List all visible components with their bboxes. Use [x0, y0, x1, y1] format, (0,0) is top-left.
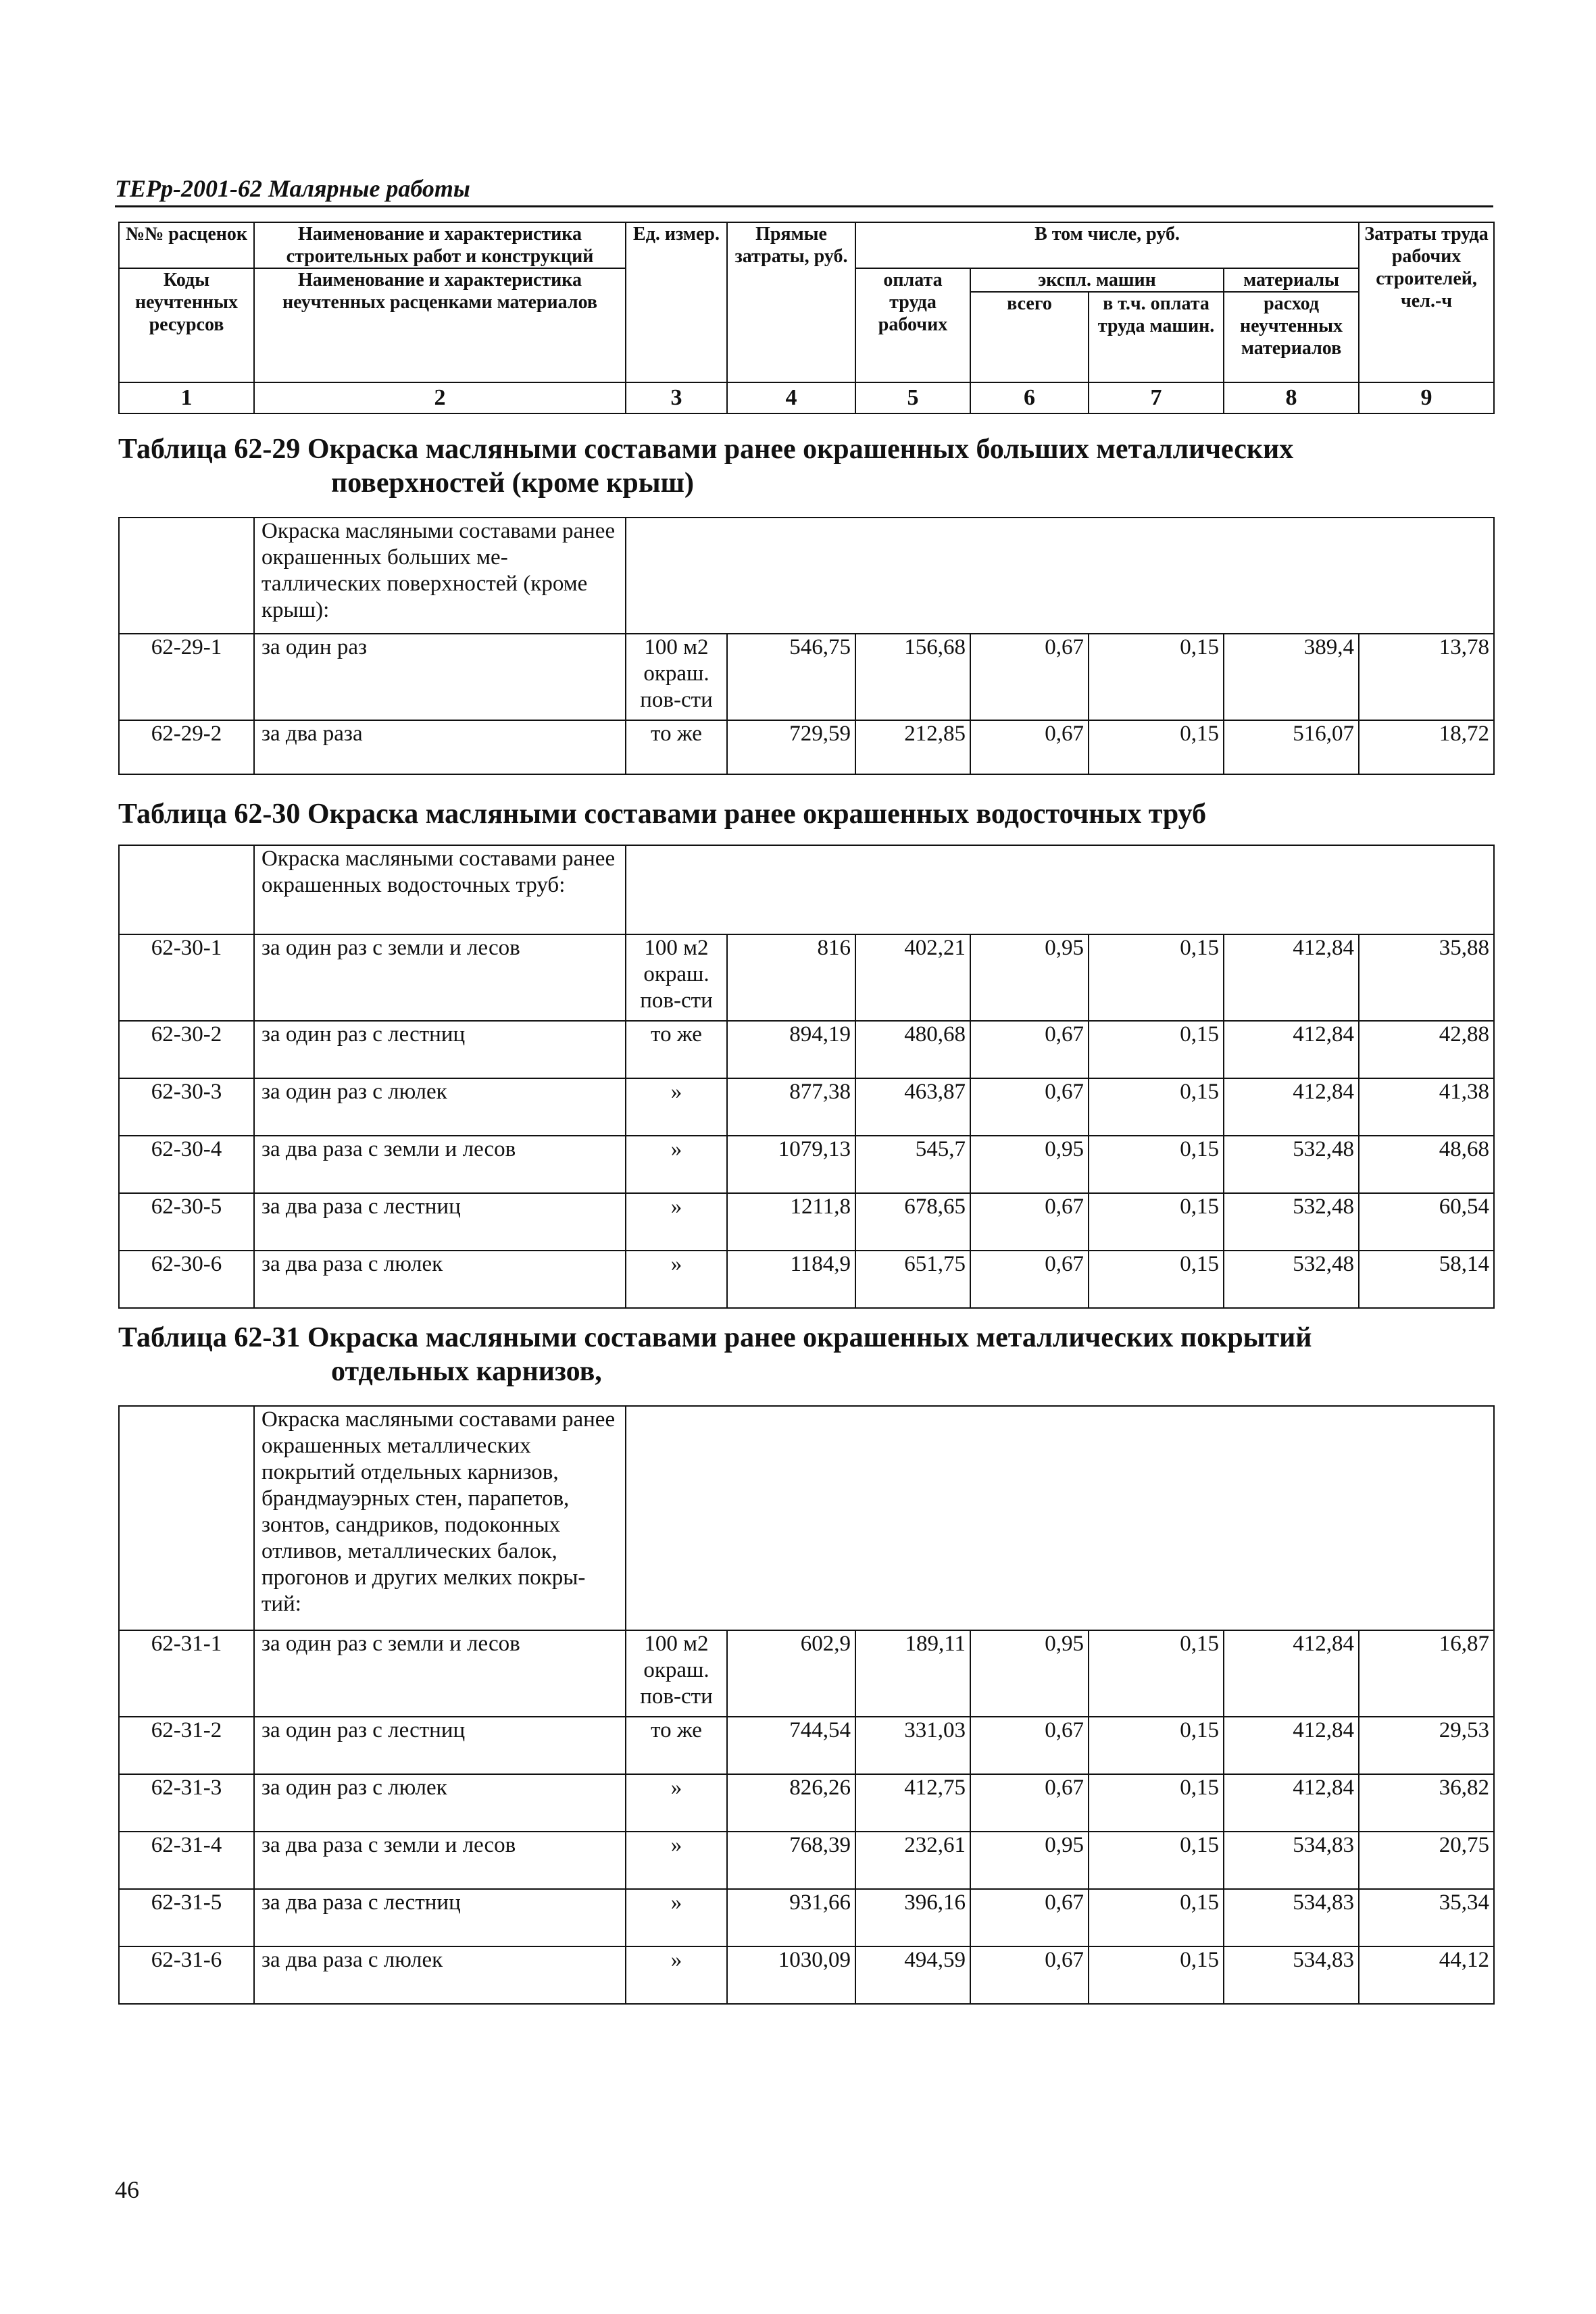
machines-cost: 0,95: [970, 1630, 1089, 1717]
col-number: 7: [1089, 382, 1224, 413]
unit: то же: [626, 1021, 727, 1078]
table-row: [119, 1078, 1494, 1136]
direct-cost: 768,39: [727, 1832, 855, 1889]
unit: »: [626, 1251, 727, 1308]
group-intro: Окраска масляными составами ранее окрашенных водосточных труб:: [254, 845, 626, 934]
rate-code: 62-30-4: [119, 1136, 254, 1193]
direct-cost: 1079,13: [727, 1136, 855, 1193]
table-row: [119, 634, 1494, 720]
col-machines-total: всего: [970, 292, 1089, 382]
col-2-bottom: Наименование и характеристика неучтенных расценками материалов: [254, 268, 626, 382]
direct-cost: 816: [727, 934, 855, 1021]
unit: 100 м2 окраш. пов-сти: [626, 934, 727, 1021]
machines-labor: 0,15: [1089, 1630, 1224, 1717]
machines-labor: 0,15: [1089, 720, 1224, 774]
labor-cost: 212,85: [855, 720, 970, 774]
table-title-line: Таблица 62-30 Окраска масляными составами ранее окрашенных водосточных труб: [118, 799, 1207, 830]
col-number: 8: [1224, 382, 1359, 413]
rate-code: 62-31-6: [119, 1946, 254, 2004]
col-number: 4: [727, 382, 855, 413]
unit: »: [626, 1946, 727, 2004]
materials-cost: 534,83: [1224, 1946, 1359, 2004]
machines-labor: 0,15: [1089, 634, 1224, 720]
rate-code: 62-29-1: [119, 634, 254, 720]
machines-cost: 0,95: [970, 1832, 1089, 1889]
machines-labor: 0,15: [1089, 1889, 1224, 1946]
materials-cost: 412,84: [1224, 1774, 1359, 1832]
work-name: за один раз с лестниц: [254, 1021, 626, 1078]
table-row: [119, 720, 1494, 774]
work-name: за один раз: [254, 634, 626, 720]
col-number: 1: [119, 382, 254, 413]
table-row: [119, 1832, 1494, 1889]
rates-table-62-31: [118, 1405, 1495, 2005]
direct-cost: 1030,09: [727, 1946, 855, 2004]
direct-cost: 931,66: [727, 1889, 855, 1946]
table-row: [119, 934, 1494, 1021]
labor-hours: 36,82: [1359, 1774, 1494, 1832]
labor-cost: 494,59: [855, 1946, 970, 2004]
labor-hours: 60,54: [1359, 1193, 1494, 1251]
labor-cost: 331,03: [855, 1717, 970, 1774]
work-name: за один раз с земли и лесов: [254, 1630, 626, 1717]
group-intro: Окраска масляными составами ранее окрашенных металлических покрытий отдельных карнизов, брандмауэрных стен, парапетов, зонтов, сандриков, подоконных отливов, металлических балок, прогонов и других мелких покры-тий:: [254, 1406, 626, 1630]
table-row: [119, 1630, 1494, 1717]
labor-hours: 16,87: [1359, 1630, 1494, 1717]
rate-code: 62-30-2: [119, 1021, 254, 1078]
table-title: [118, 797, 1206, 831]
group-intro: Окраска масляными составами ранее окрашенных больших ме-таллических поверхностей (кроме крыш):: [254, 518, 626, 634]
col-3: Ед. измер.: [626, 222, 727, 382]
col-9: Затраты труда рабочих строителей, чел.-ч: [1359, 222, 1494, 382]
machines-cost: 0,67: [970, 634, 1089, 720]
labor-cost: 651,75: [855, 1251, 970, 1308]
machines-labor: 0,15: [1089, 1193, 1224, 1251]
col-machines: экспл. машин: [970, 268, 1224, 292]
col-machines-labor: в т.ч. оплата труда машин.: [1089, 292, 1224, 382]
machines-labor: 0,15: [1089, 1136, 1224, 1193]
rate-code: 62-31-5: [119, 1889, 254, 1946]
labor-cost: 480,68: [855, 1021, 970, 1078]
table-title-line: Таблица 62-31 Окраска масляными составами ранее окрашенных металлических покрытий: [118, 1322, 1312, 1353]
col-1-bottom: Коды неучтенных ресурсов: [119, 268, 254, 382]
machines-cost: 0,67: [970, 1946, 1089, 2004]
labor-cost: 396,16: [855, 1889, 970, 1946]
rate-code: 62-31-4: [119, 1832, 254, 1889]
table-row: [119, 1774, 1494, 1832]
col-materials: материалы: [1224, 268, 1359, 292]
table-title-line: отдельных карнизов,: [331, 1356, 602, 1388]
table-title: [118, 1321, 1312, 1389]
direct-cost: 1211,8: [727, 1193, 855, 1251]
work-name: за два раза с лестниц: [254, 1889, 626, 1946]
unit: »: [626, 1774, 727, 1832]
col-number: 3: [626, 382, 727, 413]
materials-cost: 534,83: [1224, 1889, 1359, 1946]
col-4: Прямые затраты, руб.: [727, 222, 855, 382]
rate-code: 62-31-3: [119, 1774, 254, 1832]
rate-code: 62-31-2: [119, 1717, 254, 1774]
rate-code: 62-31-1: [119, 1630, 254, 1717]
machines-cost: 0,67: [970, 1193, 1089, 1251]
work-name: за два раза с люлек: [254, 1946, 626, 2004]
col-number: 9: [1359, 382, 1494, 413]
unit: то же: [626, 1717, 727, 1774]
labor-hours: 29,53: [1359, 1717, 1494, 1774]
work-name: за один раз с земли и лесов: [254, 934, 626, 1021]
col-labor-pay: оплата труда рабочих: [855, 268, 970, 382]
machines-labor: 0,15: [1089, 1251, 1224, 1308]
direct-cost: 826,26: [727, 1774, 855, 1832]
unit: »: [626, 1193, 727, 1251]
running-header: ТЕРр-2001-62 Малярные работы: [115, 174, 1493, 207]
col-group-incl: В том числе, руб.: [855, 222, 1359, 268]
machines-cost: 0,67: [970, 1251, 1089, 1308]
labor-cost: 189,11: [855, 1630, 970, 1717]
unit: 100 м2 окраш. пов-сти: [626, 1630, 727, 1717]
direct-cost: 546,75: [727, 634, 855, 720]
work-name: за два раза с земли и лесов: [254, 1136, 626, 1193]
col-number: 6: [970, 382, 1089, 413]
rates-table-62-30: [118, 845, 1495, 1309]
page-number: 46: [115, 2176, 139, 2203]
work-name: за два раза с лестниц: [254, 1193, 626, 1251]
work-name: за один раз с люлек: [254, 1078, 626, 1136]
col-number: 5: [855, 382, 970, 413]
labor-hours: 44,12: [1359, 1946, 1494, 2004]
direct-cost: 602,9: [727, 1630, 855, 1717]
materials-cost: 532,48: [1224, 1136, 1359, 1193]
materials-cost: 516,07: [1224, 720, 1359, 774]
machines-labor: 0,15: [1089, 1021, 1224, 1078]
labor-hours: 42,88: [1359, 1021, 1494, 1078]
work-name: за один раз с люлек: [254, 1774, 626, 1832]
machines-cost: 0,67: [970, 1717, 1089, 1774]
labor-hours: 20,75: [1359, 1832, 1494, 1889]
labor-cost: 545,7: [855, 1136, 970, 1193]
work-name: за два раза: [254, 720, 626, 774]
labor-hours: 35,88: [1359, 934, 1494, 1021]
labor-cost: 463,87: [855, 1078, 970, 1136]
unit: 100 м2 окраш. пов-сти: [626, 634, 727, 720]
table-row: [119, 1889, 1494, 1946]
labor-cost: 402,21: [855, 934, 970, 1021]
materials-cost: 389,4: [1224, 634, 1359, 720]
machines-cost: 0,67: [970, 1078, 1089, 1136]
materials-cost: 412,84: [1224, 934, 1359, 1021]
labor-hours: 58,14: [1359, 1251, 1494, 1308]
rate-code: 62-29-2: [119, 720, 254, 774]
labor-cost: 412,75: [855, 1774, 970, 1832]
col-number: 2: [254, 382, 626, 413]
labor-hours: 18,72: [1359, 720, 1494, 774]
machines-cost: 0,67: [970, 720, 1089, 774]
table-title-line: Таблица 62-29 Окраска масляными составами ранее окрашенных больших металлических: [118, 434, 1294, 465]
materials-cost: 412,84: [1224, 1717, 1359, 1774]
direct-cost: 877,38: [727, 1078, 855, 1136]
materials-cost: 532,48: [1224, 1193, 1359, 1251]
rate-code: 62-30-1: [119, 934, 254, 1021]
machines-cost: 0,67: [970, 1774, 1089, 1832]
materials-cost: 412,84: [1224, 1078, 1359, 1136]
table-row: [119, 1717, 1494, 1774]
labor-hours: 13,78: [1359, 634, 1494, 720]
rate-code: 62-30-5: [119, 1193, 254, 1251]
labor-hours: 48,68: [1359, 1136, 1494, 1193]
col-2-top: Наименование и характеристика строительных работ и конструкций: [254, 222, 626, 268]
table-title: [118, 432, 1293, 501]
labor-cost: 156,68: [855, 634, 970, 720]
table-title-line: поверхностей (кроме крыш): [331, 468, 694, 499]
machines-labor: 0,15: [1089, 934, 1224, 1021]
table-row: [119, 1021, 1494, 1078]
materials-cost: 532,48: [1224, 1251, 1359, 1308]
machines-cost: 0,95: [970, 1136, 1089, 1193]
labor-hours: 41,38: [1359, 1078, 1494, 1136]
direct-cost: 1184,9: [727, 1251, 855, 1308]
machines-cost: 0,95: [970, 934, 1089, 1021]
machines-labor: 0,15: [1089, 1832, 1224, 1889]
labor-cost: 678,65: [855, 1193, 970, 1251]
materials-cost: 534,83: [1224, 1832, 1359, 1889]
col-1-top: №№ расценок: [119, 222, 254, 268]
machines-cost: 0,67: [970, 1021, 1089, 1078]
work-name: за один раз с лестниц: [254, 1717, 626, 1774]
rates-table-62-29: [118, 517, 1495, 775]
direct-cost: 744,54: [727, 1717, 855, 1774]
table-row: [119, 1251, 1494, 1308]
machines-labor: 0,15: [1089, 1717, 1224, 1774]
rate-code: 62-30-3: [119, 1078, 254, 1136]
direct-cost: 894,19: [727, 1021, 855, 1078]
work-name: за два раза с люлек: [254, 1251, 626, 1308]
unit: »: [626, 1832, 727, 1889]
unit: »: [626, 1136, 727, 1193]
materials-cost: 412,84: [1224, 1021, 1359, 1078]
labor-hours: 35,34: [1359, 1889, 1494, 1946]
materials-cost: 412,84: [1224, 1630, 1359, 1717]
machines-labor: 0,15: [1089, 1946, 1224, 2004]
work-name: за два раза с земли и лесов: [254, 1832, 626, 1889]
direct-cost: 729,59: [727, 720, 855, 774]
unit: »: [626, 1889, 727, 1946]
rate-code: 62-30-6: [119, 1251, 254, 1308]
table-row: [119, 1136, 1494, 1193]
machines-labor: 0,15: [1089, 1078, 1224, 1136]
col-materials-sub: расход неучтенных материалов: [1224, 292, 1359, 382]
table-row: [119, 1946, 1494, 2004]
table-row: [119, 1193, 1494, 1251]
labor-cost: 232,61: [855, 1832, 970, 1889]
machines-labor: 0,15: [1089, 1774, 1224, 1832]
unit: »: [626, 1078, 727, 1136]
machines-cost: 0,67: [970, 1889, 1089, 1946]
column-header-table: [118, 222, 1495, 414]
unit: то же: [626, 720, 727, 774]
